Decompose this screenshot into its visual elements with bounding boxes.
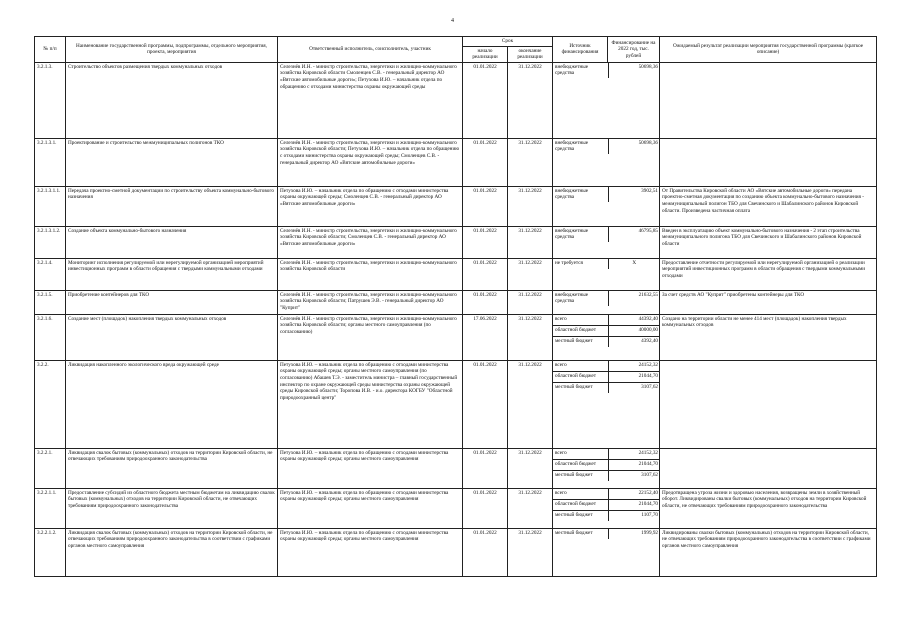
row-expected-result: Предотвращена угроза жизни и здоровью населения, возвращены земли в хозяйственный оборот. Ликвидированы свалки бытовых (коммунальных) отходов на территории Кировской области, не отвечающих требованиям природоохранного законодательства bbox=[660, 488, 877, 528]
funding-source: местный бюджет bbox=[553, 529, 608, 539]
row-name: Строительство объектов размещения твердых коммунальных отходов bbox=[66, 62, 278, 138]
header-end: окончание реализации bbox=[508, 46, 553, 62]
row-end-date: 31.12.2022 bbox=[508, 448, 553, 488]
row-executor: Селезнёв И.Н. - министр строительства, энергетики и жилищно-коммунального хозяйства Кировской области bbox=[278, 258, 463, 290]
row-name: Проектирование и строительство межмуниципальных полигонов ТКО bbox=[66, 138, 278, 186]
row-expected-result bbox=[660, 138, 877, 186]
row-name: Ликвидация свалок бытовых (коммунальных) отходов на территории Кировской области, не отвечающих требованиям природоохранного законодательства bbox=[66, 448, 278, 488]
row-expected-result: Создано на территории области не менее 414 мест (площадок) накопления твердых коммунальных отходов bbox=[660, 314, 877, 360]
row-start-date: 01.01.2022 bbox=[463, 448, 508, 488]
table-row bbox=[35, 186, 877, 226]
row-end-date: 31.12.2022 bbox=[508, 488, 553, 528]
funding-amount: 4392,40 bbox=[641, 337, 659, 344]
funding-amount: 1999,92 bbox=[641, 529, 659, 536]
funding-amount: 50698,36 bbox=[638, 139, 659, 146]
funding-amount: 21044,70 bbox=[608, 499, 660, 510]
funding-amount: 3107,62 bbox=[641, 471, 659, 478]
row-name: Создание объекта коммунально-бытового назначения bbox=[66, 226, 278, 258]
table-row bbox=[35, 314, 877, 360]
row-number: 3.2.1.3.1.2. bbox=[35, 226, 66, 258]
row-name: Мониторинг исполнения регулируемой или нерегулируемой организацией мероприятий инвестиционных программ в области обращения с твердыми коммунальными отходами bbox=[66, 258, 278, 290]
row-start-date: 01.01.2022 bbox=[463, 488, 508, 528]
funding-source: областной бюджет bbox=[553, 371, 608, 382]
table-body bbox=[35, 62, 877, 576]
funding-amount: 3107,62 bbox=[641, 383, 659, 390]
funding-source: всего bbox=[553, 315, 608, 326]
page-number: 4 bbox=[451, 18, 454, 24]
funding-source: местный бюджет bbox=[553, 510, 608, 521]
row-start-date: 01.01.2022 bbox=[463, 138, 508, 186]
row-executor: Петухова И.Ю. – начальник отдела по обращению с отходами министерства охраны окружающей среды; органы местного самоуправления (по согласованию) Абашев Т.Э. - заместитель министра – главный государственный инспектор по охране окружающей среды министерства охраны окружающей среды Кировской области; Торопова И.В. - и.о. директора КОГБУ "Областной природоохранный центр" bbox=[278, 360, 463, 448]
funding-source: всего bbox=[553, 361, 608, 372]
row-funding bbox=[553, 290, 660, 314]
row-executor: Петухова И.Ю. – начальник отдела по обращению с отходами министерства охраны окружающей среды; органы местного самоуправления bbox=[278, 528, 463, 576]
row-number: 3.2.1.4. bbox=[35, 258, 66, 290]
funding-source: областной бюджет bbox=[553, 459, 608, 470]
row-executor: Петухова И.Ю. – начальник отдела по обращению с отходами министерства охраны окружающей среды; Смоленцев С.В. - генеральный директор АО «Вятские автомобильные дороги» bbox=[278, 186, 463, 226]
funding-amount: 21632,55 bbox=[638, 291, 659, 298]
funding-amount: 40000,00 bbox=[608, 325, 660, 336]
row-expected-result: Введен в эксплуатацию объект коммунально-бытового назначения - 2 этап строительства межмуниципального полигона ТБО для Свечинского и Шабалинского районов Кировской области bbox=[660, 226, 877, 258]
row-funding bbox=[553, 186, 660, 226]
table-row bbox=[35, 488, 877, 528]
program-table bbox=[34, 36, 877, 577]
table-row bbox=[35, 448, 877, 488]
row-start-date: 01.01.2022 bbox=[463, 528, 508, 576]
row-executor: Селезнёв И.Н. - министр строительства, энергетики и жилищно-коммунального хозяйства Кировской области; органы местного самоуправления (по согласованию) bbox=[278, 314, 463, 360]
row-executor: Селезнёв И.Н. - министр строительства, энергетики и жилищно-коммунального хозяйства Кировской области; Петухова И.Ю. – начальник отдела по обращению с отходами министерства охраны окружающей среды; Смоленцев С.В. - генеральный директор АО «Вятские автомобильные дороги» bbox=[278, 138, 463, 186]
row-number: 3.2.2. bbox=[35, 360, 66, 448]
row-executor: Селезнёв И.Н. - министр строительства, энергетики и жилищно-коммунального хозяйства Кировской области; Патрушев Э.В. - генеральный директор АО "Куприт" bbox=[278, 290, 463, 314]
header-source: Источник финансирования bbox=[553, 37, 608, 63]
table-row bbox=[35, 62, 877, 138]
row-executor: Петухова И.Ю. – начальник отдела по обращению с отходами министерства охраны окружающей среды; органы местного самоуправления bbox=[278, 448, 463, 488]
funding-amount: 24152,32 bbox=[608, 361, 660, 372]
header-start: начало реализации bbox=[463, 46, 508, 62]
row-funding bbox=[553, 226, 660, 258]
row-start-date: 17.06.2022 bbox=[463, 314, 508, 360]
funding-amount: 44392,40 bbox=[608, 315, 660, 326]
row-expected-result bbox=[660, 360, 877, 448]
row-number: 3.2.1.5. bbox=[35, 290, 66, 314]
funding-amount: Х bbox=[632, 259, 637, 266]
row-end-date: 31.12.2022 bbox=[508, 314, 553, 360]
row-number: 3.2.2.1. bbox=[35, 448, 66, 488]
row-executor: Селезнёв И.Н. - министр строительства, энергетики и жилищно-коммунального хозяйства Кировской области; Смоленцев С.В. - генеральный директор АО «Вятские автомобильные дороги» bbox=[278, 226, 463, 258]
funding-source: местный бюджет bbox=[553, 470, 608, 481]
funding-source: внебюджетные средства bbox=[553, 227, 608, 242]
row-number: 3.2.1.3.1. bbox=[35, 138, 66, 186]
funding-amount: 21044,70 bbox=[608, 371, 660, 382]
row-expected-result: Ликвидированы свалки бытовых (коммунальных) отходов на территории Кировской области, не отвечающих требованиям природоохранного законодательства в соответствии с графиками органов местного самоуправления bbox=[660, 528, 877, 576]
row-name: Ликвидация накопленного экологического вреда окружающей среде bbox=[66, 360, 278, 448]
row-name: Приобретение контейнеров для ТКО bbox=[66, 290, 278, 314]
row-executor: Петухова И.Ю. – начальник отдела по обращению с отходами министерства охраны окружающей среды; органы местного самоуправления bbox=[278, 488, 463, 528]
row-number: 3.2.1.3. bbox=[35, 62, 66, 138]
row-number: 3.2.1.3.1.1. bbox=[35, 186, 66, 226]
row-funding bbox=[553, 448, 660, 488]
funding-source: областной бюджет bbox=[553, 325, 608, 336]
table-row bbox=[35, 360, 877, 448]
row-funding bbox=[553, 488, 660, 528]
row-start-date: 01.01.2022 bbox=[463, 360, 508, 448]
row-name: Создание мест (площадок) накопления твердых коммунальных отходов bbox=[66, 314, 278, 360]
funding-source: внебюджетные средства bbox=[553, 63, 608, 78]
table-row bbox=[35, 290, 877, 314]
funding-source: внебюджетные средства bbox=[553, 139, 608, 154]
row-start-date: 01.01.2022 bbox=[463, 226, 508, 258]
row-end-date: 31.12.2022 bbox=[508, 528, 553, 576]
table-row bbox=[35, 528, 877, 576]
row-end-date: 31.12.2022 bbox=[508, 62, 553, 138]
funding-source: не требуется bbox=[553, 259, 608, 269]
header-term: Срок bbox=[463, 37, 553, 47]
row-number: 3.2.2.1.1. bbox=[35, 488, 66, 528]
row-expected-result: За счет средств АО "Куприт" приобретены контейнеры для ТКО bbox=[660, 290, 877, 314]
funding-amount: 22152,40 bbox=[608, 489, 660, 500]
row-start-date: 01.01.2022 bbox=[463, 62, 508, 138]
row-expected-result: Предоставление отчетности регулируемой или нерегулируемой организацией о реализации мероприятий инвестиционных программ в области обращения с твердыми коммунальными отходами bbox=[660, 258, 877, 290]
funding-amount: 1107,70 bbox=[641, 511, 659, 518]
header-executor: Ответственный исполнитель, соисполнитель, участник bbox=[278, 37, 463, 63]
funding-source: внебюджетные средства bbox=[553, 291, 608, 306]
funding-amount: 46795,85 bbox=[638, 227, 659, 234]
row-funding bbox=[553, 528, 660, 576]
row-start-date: 01.01.2022 bbox=[463, 290, 508, 314]
table-row bbox=[35, 138, 877, 186]
row-end-date: 31.12.2022 bbox=[508, 360, 553, 448]
row-expected-result: От Правительства Кировской области АО «Вятские автомобильные дороги» передана проектно-сметная документация по созданию объекта коммунально-бытового назначения - межмуниципальный полигон ТБО для Свечинского и Шабалинского районов Кировской области. Произведена частичная оплата bbox=[660, 186, 877, 226]
row-start-date: 01.01.2022 bbox=[463, 258, 508, 290]
row-end-date: 31.12.2022 bbox=[508, 186, 553, 226]
table-row bbox=[35, 258, 877, 290]
table-row bbox=[35, 226, 877, 258]
row-end-date: 31.12.2022 bbox=[508, 138, 553, 186]
row-funding bbox=[553, 138, 660, 186]
row-funding bbox=[553, 62, 660, 138]
row-name: Ликвидация свалок бытовых (коммунальных) отходов на территории Кировской области, не отвечающих требованиям природоохранного законодательства в соответствии с графиками органов местного самоуправления bbox=[66, 528, 278, 576]
row-end-date: 31.12.2022 bbox=[508, 226, 553, 258]
table-header bbox=[35, 37, 877, 63]
funding-amount: 21044,70 bbox=[608, 459, 660, 470]
funding-source: всего bbox=[553, 449, 608, 460]
row-funding bbox=[553, 258, 660, 290]
funding-amount: 3902,51 bbox=[641, 187, 659, 194]
row-number: 3.2.2.1.2. bbox=[35, 528, 66, 576]
funding-amount: 24152,32 bbox=[608, 449, 660, 460]
row-funding bbox=[553, 314, 660, 360]
row-name: Предоставление субсидий из областного бюджета местным бюджетам на ликвидацию свалок бытовых (коммунальных) отходов на территории Кировской области, не отвечающих требованиям природоохранного законодательства bbox=[66, 488, 278, 528]
row-end-date: 31.12.2022 bbox=[508, 258, 553, 290]
row-name: Передача проектно-сметной документации по строительству объекта коммунально-бытового назначения bbox=[66, 186, 278, 226]
funding-source: местный бюджет bbox=[553, 382, 608, 393]
funding-source: всего bbox=[553, 489, 608, 500]
funding-amount: 50698,36 bbox=[638, 63, 659, 70]
row-expected-result bbox=[660, 62, 877, 138]
funding-source: местный бюджет bbox=[553, 336, 608, 347]
row-expected-result bbox=[660, 448, 877, 488]
row-start-date: 01.01.2022 bbox=[463, 186, 508, 226]
funding-source: внебюджетные средства bbox=[553, 187, 608, 202]
row-number: 3.2.1.6. bbox=[35, 314, 66, 360]
funding-source: областной бюджет bbox=[553, 499, 608, 510]
row-funding bbox=[553, 360, 660, 448]
row-end-date: 31.12.2022 bbox=[508, 290, 553, 314]
header-funding: Финансирование на 2022 год, тыс. рублей bbox=[608, 37, 660, 63]
header-name: Наименование государственной программы, подпрограммы, отдельного мероприятия, проекта, мероприятия bbox=[66, 37, 278, 63]
header-num: № п/п bbox=[35, 37, 66, 63]
header-result: Ожидаемый результат реализации мероприятия государственной программы (краткое описание) bbox=[660, 37, 877, 63]
row-executor: Селезнёв И.Н. - министр строительства, энергетики и жилищно-коммунального хозяйства Кировской области Смоленцев С.В. - генеральный директор АО «Вятские автомобильные дороги»; Петухова И.Ю. – начальник отдела по обращению с отходами министерства охраны окружающей среды bbox=[278, 62, 463, 138]
